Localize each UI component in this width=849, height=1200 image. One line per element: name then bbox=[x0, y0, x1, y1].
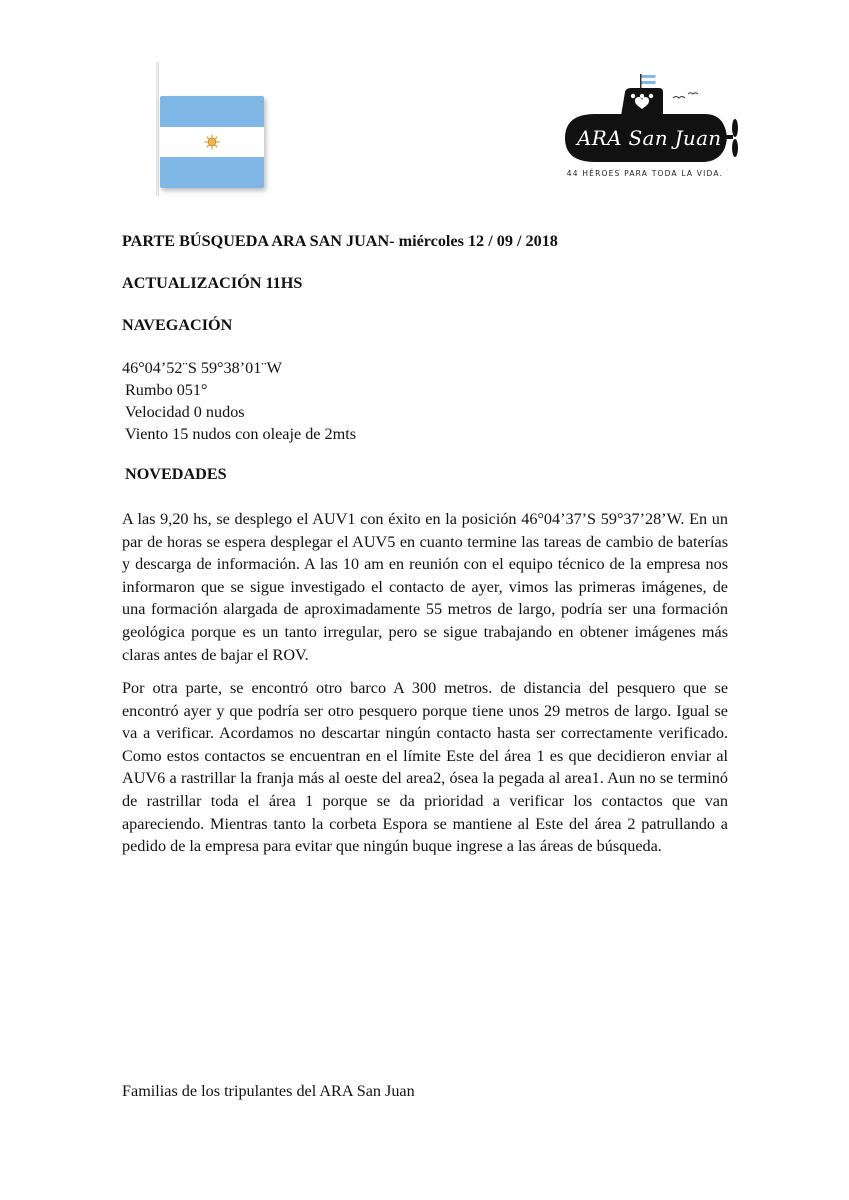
navigation-speed: Velocidad 0 nudos bbox=[125, 403, 245, 421]
navigation-position: 46°04’52¨S 59°38’01¨W bbox=[122, 359, 282, 377]
news-paragraph-2: Por otra parte, se encontró otro barco A 300 metros. de distancia del pesquero que se encontró ayer y que podría ser otro pesquero porque tiene unos 29 metros de largo. Igual se va a verificar. Acordamos no descartar ningún contacto hasta ser correctamente verificado. Como estos contactos se encuentran en el límite Este del área 1 es que decidieron enviar al AUV6 a rastrillar la franja más al oeste del area2, ósea la pegada al area1. Aun no se terminó de rastrillar toda el área 1 porque se da prioridad a verificar los contactos que van apareciendo. Mientras tanto la corbeta Espora se mantiene al Este del área 2 patrullando a pedido de la empresa para evitar que ningún buque ingrese a las áreas de búsqueda. bbox=[122, 679, 728, 856]
document-title: PARTE BÚSQUEDA ARA SAN JUAN- miércoles 12 / 09 / 2018 bbox=[122, 232, 558, 250]
document-signature: Familias de los tripulantes del ARA San Juan bbox=[122, 1082, 415, 1100]
logo-tagline: 44 HÉROES PARA TODA LA VIDA. bbox=[566, 169, 724, 178]
navigation-heading: NAVEGACIÓN bbox=[122, 316, 233, 334]
ara-san-juan-logo bbox=[555, 72, 745, 192]
logo-name: ARA San Juan bbox=[577, 126, 722, 150]
news-heading: NOVEDADES bbox=[125, 465, 227, 483]
argentina-flag-icon bbox=[152, 62, 272, 196]
sun-of-may-icon bbox=[204, 134, 220, 150]
flag-pole bbox=[156, 62, 159, 196]
flag-cloth bbox=[160, 96, 264, 188]
update-heading: ACTUALIZACIÓN 11HS bbox=[122, 274, 303, 292]
navigation-course: Rumbo 051° bbox=[125, 381, 208, 399]
news-paragraph-1: A las 9,20 hs, se desplego el AUV1 con éxito en la posición 46°04’37’S 59°37’28’W. En un par de horas se espera desplegar el AUV5 en cuanto termine las tareas de cambio de baterías y descarga de información. A las 10 am en reunión con el equipo técnico de la empresa nos informaron que se sigue investigado el contacto de ayer, vimos las primeras imágenes, de una formación alargada de aproximadamente 55 metros de largo, podría ser una formación geológica porque es un tanto irregular, pero se sigue trabajando en obtener imágenes más claras antes de bajar el ROV. bbox=[122, 510, 728, 664]
navigation-wind: Viento 15 nudos con oleaje de 2mts bbox=[125, 425, 357, 443]
